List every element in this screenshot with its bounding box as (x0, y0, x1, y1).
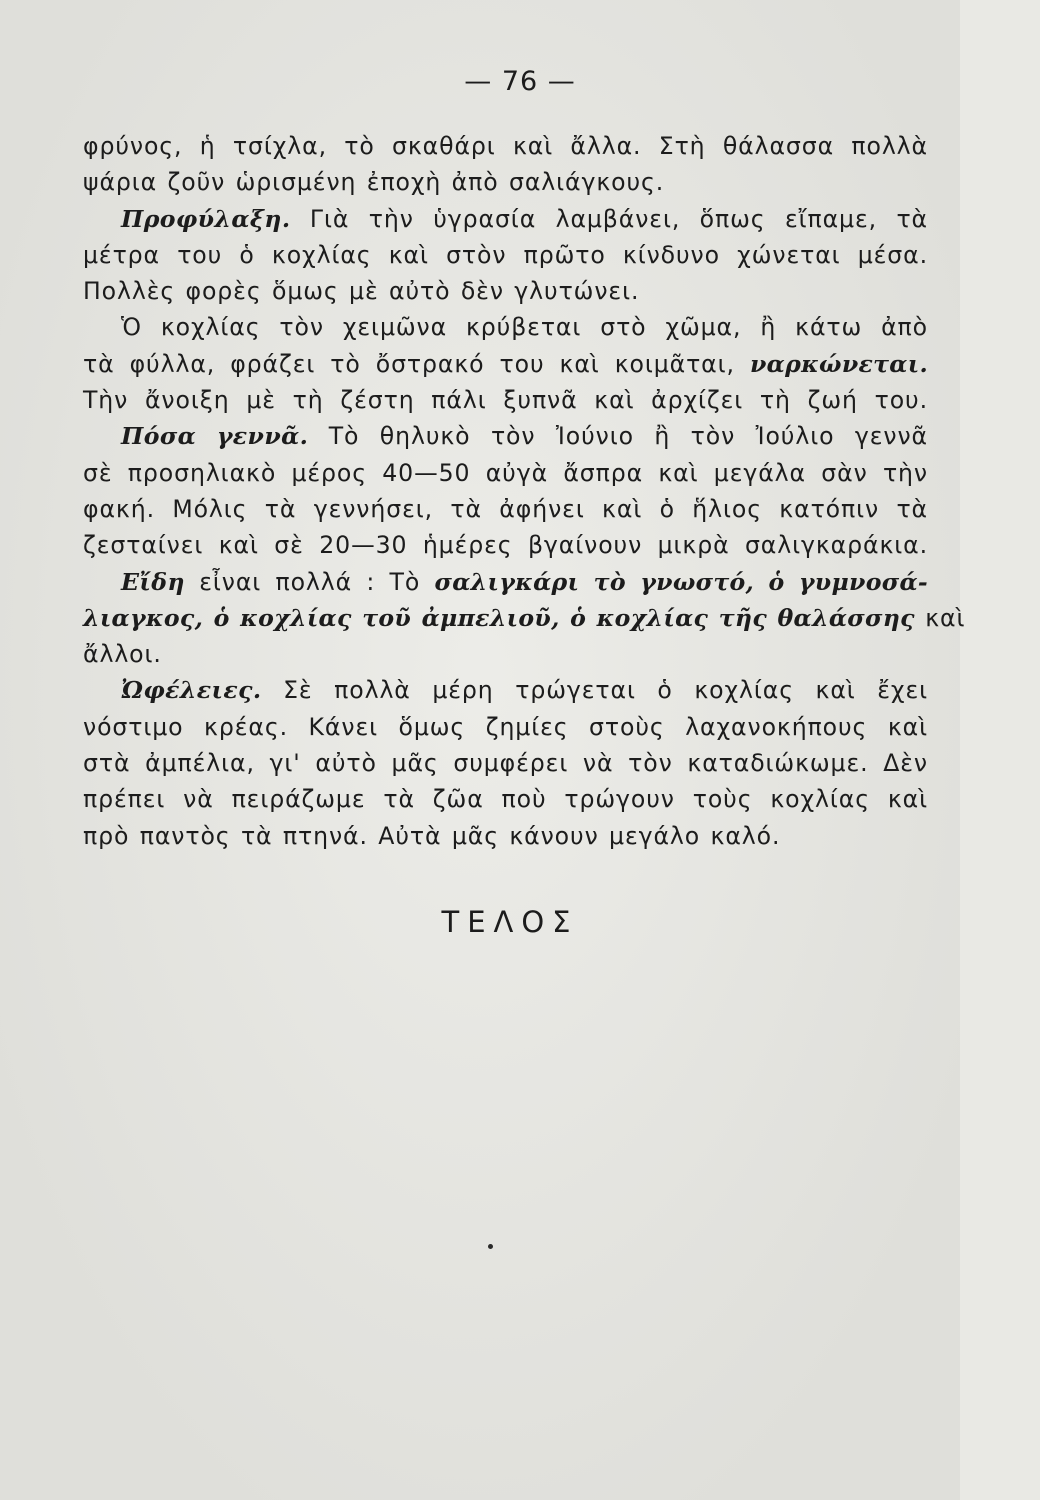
text-line: φακή. Μόλις τὰ γεννήσει, τὰ ἀφήνει καὶ ὁ ἥλιος κατόπιν τὰ (83, 494, 928, 523)
section-heading: Πόσα γεννᾶ. (121, 422, 309, 451)
section-heading: Εἴδη (121, 567, 185, 596)
text-line: Ὁ κοχλίας τὸν χειμῶνα κρύβεται στὸ χῶμα, ἢ κάτω ἀπὸ (121, 313, 928, 342)
text-line: μέτρα του ὁ κοχλίας καὶ στὸν πρῶτο κίνδυνο χώνεται μέσα. (83, 240, 928, 269)
text-line: ζεσταίνει καὶ σὲ 20—30 ἡμέρες βγαίνουν μικρὰ σαλιγκαράκια. (83, 531, 928, 560)
emphasized-term: σαλιγκάρι τὸ γνωστό, ὁ γυμνοσά- (434, 567, 928, 596)
text-line: τὰ φύλλα, φράζει τὸ ὄστρακό του καὶ κοιμᾶται, ναρκώνεται. (83, 349, 928, 378)
emphasized-term: ναρκώνεται. (749, 349, 928, 378)
text-line: στὰ ἀμπέλια, γι' αὐτὸ μᾶς συμφέρει νὰ τὸν καταδιώκωμε. Δὲν (83, 749, 928, 778)
end-marker: ΤΕΛΟΣ (441, 905, 579, 939)
text-line: Ὠφέλειες. Σὲ πολλὰ μέρη τρώγεται ὁ κοχλίας καὶ ἔχει (121, 676, 928, 705)
text-line: Εἴδη εἶναι πολλά : Τὸ σαλιγκάρι τὸ γνωστό, ὁ γυμνοσά- (121, 567, 928, 596)
ink-speck (488, 1244, 493, 1249)
text-line: λιαγκος, ὁ κοχλίας τοῦ ἀμπελιοῦ, ὁ κοχλίας τῆς θαλάσσης καὶ (83, 603, 966, 632)
text-line: Πολλὲς φορὲς ὅμως μὲ αὐτὸ δὲν γλυτώνει. (83, 277, 640, 306)
text-line: φρύνος, ἡ τσίχλα, τὸ σκαθάρι καὶ ἄλλα. Στὴ θάλασσα πολλὰ (83, 132, 928, 160)
text-line: πρὸ παντὸς τὰ πτηνά. Αὐτὰ μᾶς κάνουν μεγάλο καλό. (83, 821, 781, 850)
section-heading: Προφύλαξη. (121, 204, 291, 233)
page-number: — 76 — (464, 66, 576, 97)
emphasized-term: λιαγκος, ὁ κοχλίας τοῦ ἀμπελιοῦ, ὁ κοχλίας τῆς θαλάσσης (83, 603, 915, 632)
text-line: νόστιμο κρέας. Κάνει ὅμως ζημίες στοὺς λαχανοκήπους καὶ (83, 712, 928, 741)
text-line: Πόσα γεννᾶ. Τὸ θηλυκὸ τὸν Ἰούνιο ἢ τὸν Ἰούλιο γεννᾶ (121, 422, 928, 451)
section-heading: Ὠφέλειες. (121, 676, 262, 705)
text-line: Τὴν ἄνοιξη μὲ τὴ ζέστη πάλι ξυπνᾶ καὶ ἀρχίζει τὴ ζωή του. (83, 386, 928, 415)
text-line: ἄλλοι. (83, 640, 162, 669)
text-line: Προφύλαξη. Γιὰ τὴν ὑγρασία λαμβάνει, ὅπως εἴπαμε, τὰ (121, 204, 928, 233)
text-line: ψάρια ζοῦν ὡρισμένη ἐποχὴ ἀπὸ σαλιάγκους. (83, 168, 665, 197)
text-line: πρέπει νὰ πειράζωμε τὰ ζῶα ποὺ τρώγουν τοὺς κοχλίας καὶ (83, 785, 928, 814)
body-text (83, 128, 966, 854)
text-line: σὲ προσηλιακὸ μέρος 40—50 αὐγὰ ἄσπρα καὶ μεγάλα σὰν τὴν (83, 458, 928, 487)
